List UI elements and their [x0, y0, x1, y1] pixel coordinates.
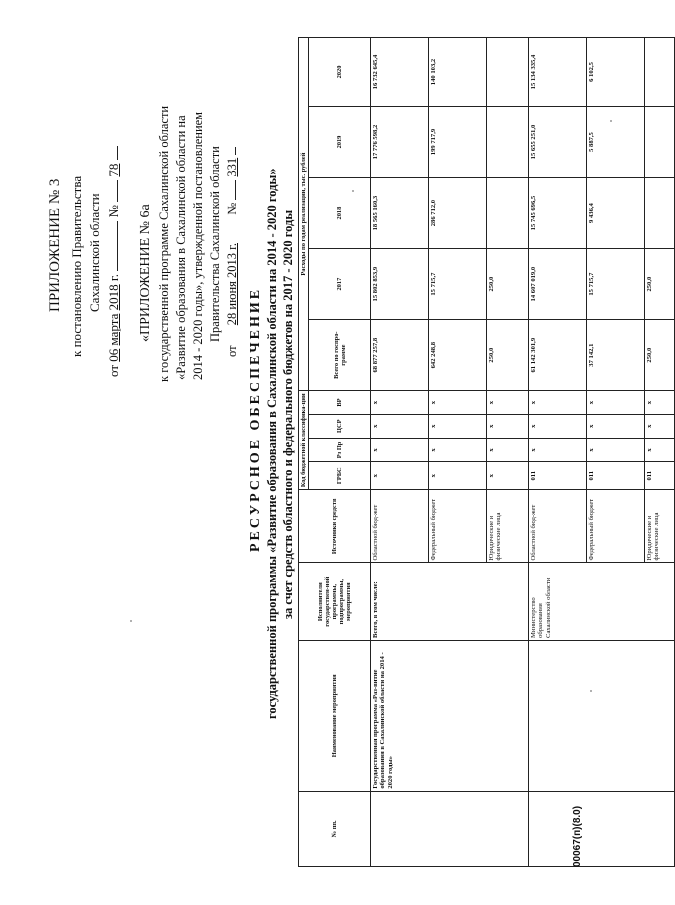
cell-rzpr: x: [371, 438, 429, 462]
cell-source: Областной бюд-жет: [371, 490, 429, 563]
cell-total: 250,0: [487, 320, 529, 391]
cell-source: Юридические и физические лица: [645, 490, 675, 563]
appendix-month: марта: [106, 313, 121, 346]
cell-vr: x: [587, 391, 645, 415]
header-code-group: Код бюджетной классифика-ции: [299, 391, 309, 490]
cell-2019: [645, 107, 675, 178]
cell-total: 68 877 257,8: [371, 320, 429, 391]
cell-2020: 15 134 335,4: [529, 38, 587, 107]
header-csr: ЦСР: [309, 414, 371, 438]
cell-2019: 199 717,9: [429, 107, 487, 178]
appendix-date-line: от 06 марта 2018 г. № 78: [107, 146, 120, 377]
cell-rzpr: x: [645, 438, 675, 462]
cell-vr: x: [429, 391, 487, 415]
cell-program-name: [529, 640, 675, 791]
cell-2018: 15 745 696,5: [529, 178, 587, 249]
appendix6a-line-1: к государственной программе Сахалинской области: [157, 105, 171, 382]
cell-rzpr: x: [487, 438, 529, 462]
header-vr: ВР: [309, 391, 371, 415]
cell-num: [371, 791, 529, 866]
cell-2017: 15 715,7: [429, 249, 487, 320]
cell-total: 37 142,1: [587, 320, 645, 391]
resource-table: [298, 37, 675, 867]
cell-grbs: 011: [587, 462, 645, 490]
cell-csr: x: [645, 414, 675, 438]
cell-total: 61 142 301,9: [529, 320, 587, 391]
cell-2020: [645, 38, 675, 107]
header-num: № пп.: [299, 791, 371, 866]
doc-title-sub-1: государственной программы «Развитие образования в Сахалинской области на 2014 - 2020 годы»: [265, 168, 279, 719]
cell-2018: [645, 178, 675, 249]
cell-program-name: Государственная программа «Раз-витие образования в Сахалинской области на 2014 - 2020 годы»: [371, 640, 529, 791]
header-rzpr: Рз Пр: [309, 438, 371, 462]
header-name: Наименование мероприятия: [299, 640, 371, 791]
cell-grbs: x: [371, 462, 429, 490]
doc-title-main: РЕСУРСНОЕ ОБЕСПЕЧЕНИЕ: [248, 286, 263, 552]
table-header-row-1: [299, 38, 309, 867]
appendix-line-2: Сахалинской области: [87, 193, 102, 312]
cell-2017: 250,0: [487, 249, 529, 320]
appendix6a-date: 28 июня 2013 г.: [225, 243, 239, 326]
cell-grbs: x: [429, 462, 487, 490]
cell-total: 642 248,8: [429, 320, 487, 391]
scan-speck: [352, 190, 354, 192]
rotated-sheet: [44, 37, 661, 867]
appendix6a-line-3: 2014 - 2020 годы», утвержденной постановлением: [191, 111, 205, 380]
header-grbs: ГРБС: [309, 462, 371, 490]
cell-csr: x: [529, 414, 587, 438]
cell-source: Областной бюд-жет: [529, 490, 587, 563]
doc-title-sub-2: за счет средств областного и федерального бюджетов на 2017 - 2020 годы: [281, 209, 295, 619]
scan-speck: [590, 690, 592, 692]
cell-rzpr: x: [429, 438, 487, 462]
cell-grbs: 011: [529, 462, 587, 490]
appendix-year: 2018: [106, 284, 121, 311]
cell-source: Федеральный бюджет: [429, 490, 487, 563]
cell-2019: 5 887,5: [587, 107, 645, 178]
cell-2020: 16 732 645,4: [371, 38, 429, 107]
cell-2018: 18 565 160,3: [371, 178, 429, 249]
cell-rzpr: x: [529, 438, 587, 462]
header-2020: 2020: [309, 38, 371, 107]
cell-csr: x: [429, 414, 487, 438]
cell-2020: 6 102,5: [587, 38, 645, 107]
cell-num: [529, 791, 675, 866]
cell-2019: 17 776 598,2: [371, 107, 429, 178]
appendix6a-line-2: «Развитие образования в Сахалинской области на: [174, 115, 188, 380]
cell-vr: x: [529, 391, 587, 415]
scan-speck: [130, 620, 132, 622]
cell-vr: x: [371, 391, 429, 415]
cell-2017: 250,0: [645, 249, 675, 320]
cell-source: Юридические и физические лица: [487, 490, 529, 563]
cell-2018: [487, 178, 529, 249]
cell-executor-all: Всего, в том числе:: [371, 563, 529, 641]
cell-2019: 15 655 251,0: [529, 107, 587, 178]
header-executor: Исполнители государствен-ной программы, подпрограммы, мероприятия: [299, 563, 371, 641]
cell-2019: [487, 107, 529, 178]
appendix6a-date-line: от 28 июня 2013 г. № 331: [226, 147, 239, 357]
cell-csr: x: [587, 414, 645, 438]
header-expenses-group: Расходы по годам реализации, тыс. рублей: [299, 38, 309, 391]
cell-executor-ministry: Министерство образования Сахалинской области: [529, 563, 675, 641]
cell-2018: 286 712,0: [429, 178, 487, 249]
cell-2017: 14 607 019,0: [529, 249, 587, 320]
header-2017: 2017: [309, 249, 371, 320]
header-2019: 2019: [309, 107, 371, 178]
header-2018: 2018: [309, 178, 371, 249]
cell-2020: [487, 38, 529, 107]
header-source: Источники средств: [299, 490, 371, 563]
cell-csr: x: [487, 414, 529, 438]
cell-vr: x: [645, 391, 675, 415]
cell-2018: 9 436,4: [587, 178, 645, 249]
appendix6a-title: «ПРИЛОЖЕНИЕ № 6а: [138, 204, 153, 342]
table-row: [529, 38, 587, 867]
cell-vr: x: [487, 391, 529, 415]
cell-rzpr: x: [587, 438, 645, 462]
cell-grbs: x: [487, 462, 529, 490]
footer-form-code: 00067(п)(8.0): [572, 805, 583, 867]
appendix-day: 06: [106, 348, 121, 362]
table-row: [371, 38, 429, 867]
appendix-title: ПРИЛОЖЕНИЕ № 3: [47, 178, 63, 312]
cell-source: Федеральный бюджет: [587, 490, 645, 563]
cell-grbs: 011: [645, 462, 675, 490]
cell-2017: 15 715,7: [587, 249, 645, 320]
cell-2020: 140 103,2: [429, 38, 487, 107]
cell-total: 250,0: [645, 320, 675, 391]
cell-2017: 15 802 853,9: [371, 249, 429, 320]
header-total: Всего по госпро-грамме: [309, 320, 371, 391]
appendix-line-1: к постановлению Правительства: [69, 175, 84, 357]
appendix6a-line-4: Правительства Сахалинской области: [208, 146, 222, 342]
cell-csr: x: [371, 414, 429, 438]
appendix6a-number: 331: [225, 157, 239, 177]
appendix-number: 78: [106, 163, 121, 177]
scan-speck: [610, 120, 612, 122]
